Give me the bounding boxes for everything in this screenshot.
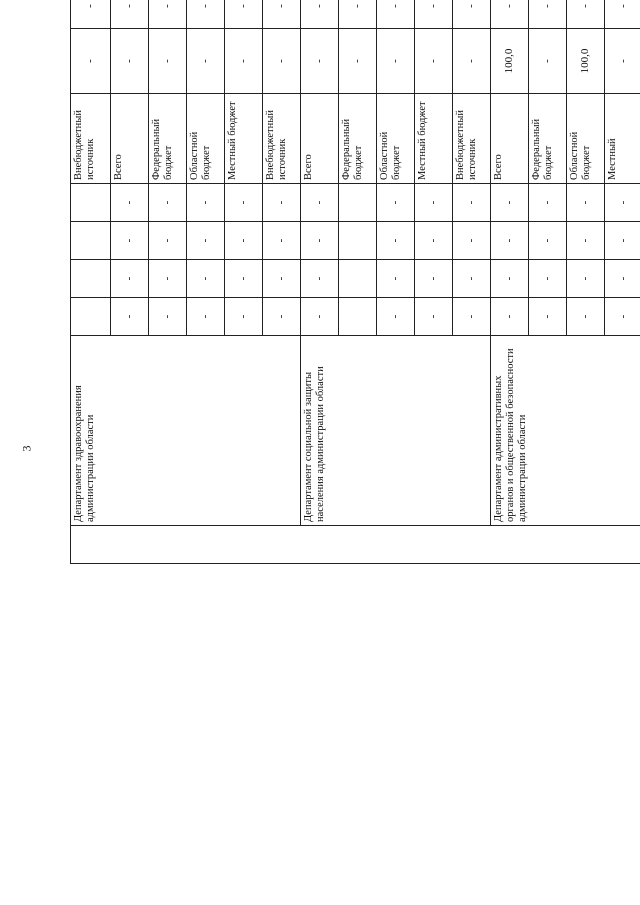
value-cell <box>71 298 111 336</box>
value-cell: - <box>111 222 149 260</box>
value-cell: - <box>605 298 640 336</box>
value-cell: - <box>301 298 339 336</box>
amount-cell: - <box>149 0 187 29</box>
amount-cell: - <box>339 0 377 29</box>
value-cell: - <box>453 260 491 298</box>
amount-cell: - <box>605 29 640 94</box>
value-cell <box>71 184 111 222</box>
amount-cell: - <box>415 29 453 94</box>
amount-cell: - <box>415 0 453 29</box>
funding-source-cell: Всего <box>301 94 339 184</box>
value-cell <box>339 298 377 336</box>
value-cell: - <box>187 222 225 260</box>
value-cell: - <box>491 298 529 336</box>
value-cell: - <box>111 260 149 298</box>
value-cell <box>339 222 377 260</box>
amount-cell: - <box>149 29 187 94</box>
amount-cell: - <box>111 29 149 94</box>
department-cell: Департамент социальной защиты населения администрации области <box>301 336 491 526</box>
value-cell: - <box>225 260 263 298</box>
value-cell: - <box>567 184 605 222</box>
value-cell: - <box>567 260 605 298</box>
value-cell: - <box>453 298 491 336</box>
table-row <box>491 0 529 564</box>
value-cell: - <box>111 298 149 336</box>
funding-source-cell: Местный <box>605 94 640 184</box>
amount-cell: - <box>263 0 301 29</box>
value-cell: - <box>301 260 339 298</box>
funding-source-cell: Федеральный бюджет <box>149 94 187 184</box>
value-cell: - <box>415 222 453 260</box>
value-cell <box>339 184 377 222</box>
value-cell: - <box>263 184 301 222</box>
budget-table <box>70 0 640 564</box>
value-cell: - <box>529 184 567 222</box>
value-cell: - <box>263 260 301 298</box>
value-cell: - <box>605 222 640 260</box>
funding-source-cell: Внебюджетный источник <box>453 94 491 184</box>
table-row <box>71 0 111 564</box>
value-cell: - <box>301 184 339 222</box>
value-cell: - <box>415 260 453 298</box>
amount-cell: - <box>339 29 377 94</box>
amount-cell: - <box>187 29 225 94</box>
value-cell: - <box>377 184 415 222</box>
funding-source-cell: Всего <box>111 94 149 184</box>
value-cell <box>339 260 377 298</box>
amount-cell: - <box>263 29 301 94</box>
value-cell: - <box>263 298 301 336</box>
department-cell: Департамент административных органов и общественной безопасности администрации области <box>491 336 640 526</box>
value-cell: - <box>377 260 415 298</box>
amount-cell: - <box>529 0 567 29</box>
value-cell: - <box>149 222 187 260</box>
amount-cell: - <box>71 29 111 94</box>
department-cell: Департамент здравоохранения администрации области <box>71 336 301 526</box>
value-cell: - <box>301 222 339 260</box>
page-number: 3 <box>19 445 34 452</box>
amount-cell: 100,0 <box>567 29 605 94</box>
amount-cell: - <box>453 29 491 94</box>
table-body <box>71 0 640 564</box>
value-cell: - <box>149 260 187 298</box>
value-cell: - <box>225 298 263 336</box>
amount-cell: - <box>301 0 339 29</box>
value-cell: - <box>187 260 225 298</box>
value-cell: - <box>415 184 453 222</box>
amount-cell: - <box>187 0 225 29</box>
value-cell: - <box>605 260 640 298</box>
value-cell <box>71 260 111 298</box>
amount-cell: - <box>529 29 567 94</box>
value-cell: - <box>567 298 605 336</box>
funding-source-cell: Областной бюджет <box>567 94 605 184</box>
amount-cell: 100,0 <box>491 29 529 94</box>
value-cell: - <box>225 222 263 260</box>
value-cell: - <box>491 184 529 222</box>
value-cell: - <box>453 184 491 222</box>
amount-cell: - <box>111 0 149 29</box>
funding-source-cell: Внебюджетный источник <box>71 94 111 184</box>
funding-source-cell: Внебюджетный источник <box>263 94 301 184</box>
value-cell: - <box>225 184 263 222</box>
funding-source-cell: Местный бюджет <box>415 94 453 184</box>
value-cell: - <box>567 222 605 260</box>
value-cell: - <box>491 222 529 260</box>
budget-table-container <box>70 4 630 829</box>
value-cell: - <box>111 184 149 222</box>
value-cell: - <box>453 222 491 260</box>
value-cell: - <box>187 184 225 222</box>
amount-cell: - <box>567 0 605 29</box>
funding-source-cell: Федеральный бюджет <box>529 94 567 184</box>
value-cell: - <box>149 298 187 336</box>
funding-source-cell: Местный бюджет <box>225 94 263 184</box>
value-cell <box>71 222 111 260</box>
amount-cell: - <box>377 0 415 29</box>
value-cell: - <box>149 184 187 222</box>
funding-source-cell: Федеральный бюджет <box>339 94 377 184</box>
amount-cell: - <box>377 29 415 94</box>
amount-cell: - <box>225 29 263 94</box>
row-number-cell <box>71 526 640 564</box>
funding-source-cell: Всего <box>491 94 529 184</box>
funding-source-cell: Областной бюджет <box>187 94 225 184</box>
value-cell: - <box>491 260 529 298</box>
funding-source-cell: Областной бюджет <box>377 94 415 184</box>
value-cell: - <box>529 298 567 336</box>
value-cell: - <box>377 222 415 260</box>
value-cell: - <box>605 184 640 222</box>
amount-cell: - <box>301 29 339 94</box>
value-cell: - <box>415 298 453 336</box>
amount-cell: - <box>71 0 111 29</box>
amount-cell: - <box>453 0 491 29</box>
amount-cell: - <box>491 0 529 29</box>
value-cell: - <box>529 260 567 298</box>
amount-cell: - <box>225 0 263 29</box>
value-cell: - <box>187 298 225 336</box>
value-cell: - <box>263 222 301 260</box>
value-cell: - <box>377 298 415 336</box>
table-row <box>301 0 339 564</box>
amount-cell: - <box>605 0 640 29</box>
value-cell: - <box>529 222 567 260</box>
rotated-sheet <box>70 0 630 564</box>
